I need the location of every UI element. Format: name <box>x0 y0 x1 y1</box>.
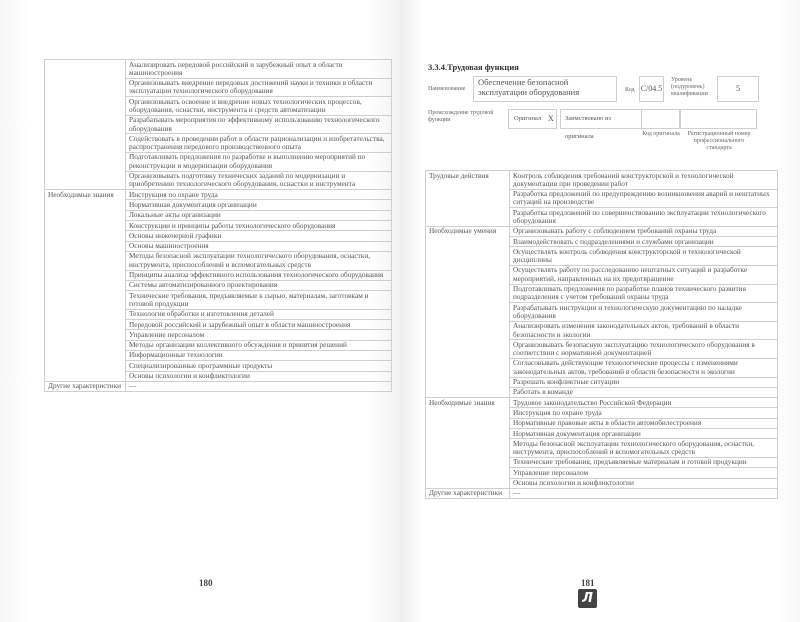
right-competency-table <box>425 170 778 499</box>
row-item: Разрабатывать инструкции и технологическую документацию по наладке оборудования <box>510 303 778 322</box>
table-row <box>426 398 778 408</box>
row-item: Методы безопасной эксплуатации технологического оборудования, оснастки, инструмента, приспособлений и вспомогательных средств <box>510 439 778 458</box>
row-label <box>45 330 126 340</box>
table-row <box>45 361 392 371</box>
table-row <box>426 171 778 190</box>
row-item: — <box>510 488 778 498</box>
row-item: Инструкция по охране труда <box>126 190 392 200</box>
row-item: Специализированные программные продукты <box>126 361 392 371</box>
row-label <box>45 134 126 153</box>
table-row <box>45 190 392 200</box>
table-row <box>426 429 778 439</box>
table-row <box>426 387 778 397</box>
table-row <box>426 237 778 247</box>
row-label <box>426 429 510 439</box>
row-item: Конструкции и принципы работы технологического оборудования <box>126 221 392 231</box>
row-label <box>426 408 510 418</box>
table-row <box>45 340 392 350</box>
origin-label: Происхождение трудовой функции <box>428 110 494 123</box>
row-label <box>45 251 126 270</box>
table-row <box>426 189 778 208</box>
row-item: Локальные акты организации <box>126 210 392 220</box>
name-label: Наименование <box>428 86 466 92</box>
original-code-label: Код оригинала <box>642 131 680 137</box>
row-item: Технические требования, предъявляемые материалам и готовой продукции <box>510 457 778 467</box>
row-label <box>45 152 126 171</box>
row-label <box>45 171 126 190</box>
original-code-cell <box>642 109 680 129</box>
original-mark: X <box>548 114 554 123</box>
row-item: Нормативная документация организации <box>126 200 392 210</box>
row-item: Осуществлять работу по расследованию нештатных ситуаций и разработке мероприятий, направленных на их предотвращение <box>510 265 778 284</box>
row-label <box>426 358 510 377</box>
table-row <box>426 408 778 418</box>
row-label <box>45 270 126 280</box>
row-item: Методы организации коллективного обсуждения и принятия решений <box>126 340 392 350</box>
row-label <box>426 237 510 247</box>
row-label <box>426 439 510 458</box>
row-label <box>426 189 510 208</box>
row-label <box>45 97 126 116</box>
row-item: Нормативная документация организации <box>510 429 778 439</box>
table-row <box>45 152 392 171</box>
row-label <box>45 371 126 381</box>
row-item: Работать в команде <box>510 387 778 397</box>
table-row <box>45 210 392 220</box>
table-row <box>426 478 778 488</box>
registration-number-cell <box>680 109 757 129</box>
table-row <box>45 330 392 340</box>
row-item: Основы инженерной графики <box>126 231 392 241</box>
original-cell: Оригинал <box>508 109 556 129</box>
row-item: Передовой российский и зарубежный опыт в области машиностроения <box>126 320 392 330</box>
row-item: Организовывать освоение и внедрение новых технологических процессов, оборудования, оснастки, инструмента и средств автоматизации <box>126 97 392 116</box>
row-item: Технология обработки и изготовления деталей <box>126 309 392 319</box>
row-label <box>426 208 510 227</box>
table-row <box>426 247 778 266</box>
table-row <box>45 350 392 360</box>
row-item: Принципы анализа эффективного использования технологического оборудования <box>126 270 392 280</box>
qualification-level-box: 5 <box>717 76 759 102</box>
row-item: Трудовое законодательство Российской Федерации <box>510 398 778 408</box>
row-item: — <box>126 381 392 391</box>
row-item: Инструкция по охране труда <box>510 408 778 418</box>
row-item: Управление персоналом <box>510 468 778 478</box>
row-label: Необходимые знания <box>426 398 510 408</box>
table-row <box>426 265 778 284</box>
table-row <box>45 221 392 231</box>
publisher-logo: Л <box>578 589 597 608</box>
table-row <box>45 231 392 241</box>
row-item: Нормативные правовые акты в области автомобилестроения <box>510 418 778 428</box>
row-item: Контроль соблюдения требований конструкторской и технологической документации при проведении работ <box>510 171 778 190</box>
table-row <box>45 78 392 97</box>
table-row <box>45 200 392 210</box>
row-label <box>45 361 126 371</box>
table-row <box>426 321 778 340</box>
row-label <box>426 247 510 266</box>
table-row <box>426 377 778 387</box>
row-label <box>426 387 510 397</box>
table-row <box>45 381 392 391</box>
table-row <box>426 488 778 498</box>
row-label <box>45 210 126 220</box>
table-row <box>45 291 392 310</box>
table-row <box>45 171 392 190</box>
row-item: Технические требования, предъявляемые к сырью, материалам, заготовкам и готовой продукции <box>126 291 392 310</box>
row-item: Анализировать передовой российский и зарубежный опыт в области машиностроения <box>126 60 392 79</box>
row-label <box>45 231 126 241</box>
level-label: Уровень (подуровень) квалификации <box>671 77 708 97</box>
row-label <box>45 291 126 310</box>
page-number-right: 181 <box>581 578 595 588</box>
row-label <box>45 320 126 330</box>
row-label <box>45 60 126 79</box>
function-code-box: C/04.5 <box>639 76 664 102</box>
table-row <box>45 60 392 79</box>
table-row <box>45 270 392 280</box>
table-row <box>45 251 392 270</box>
table-row <box>45 309 392 319</box>
row-label <box>426 284 510 303</box>
table-row <box>426 468 778 478</box>
row-item: Организовывать внедрение передовых достижений науки и техники в области эксплуатации технологического оборудования <box>126 78 392 97</box>
table-row <box>45 115 392 134</box>
row-item: Методы безопасной эксплуатации технологического оборудования, оснастки, инструмента, приспособлений и вспомогательных средств <box>126 251 392 270</box>
row-label <box>45 241 126 251</box>
row-item: Анализировать изменения законодательных актов, требований в области безопасности и экологии <box>510 321 778 340</box>
row-item: Осуществлять контроль соблюдения конструкторской и технологической дисциплины <box>510 247 778 266</box>
table-row <box>426 457 778 467</box>
table-row <box>426 340 778 359</box>
row-label <box>45 309 126 319</box>
table-row <box>45 320 392 330</box>
registration-number-label: Регистрационный номер профессионального стандарта <box>687 131 751 151</box>
table-row <box>45 241 392 251</box>
row-item: Организовывать работу с соблюдением требований охраны труда <box>510 226 778 236</box>
section-title: 3.3.4.Трудовая функция <box>428 62 519 72</box>
row-label: Необходимые знания <box>45 190 126 200</box>
row-item: Основы машиностроения <box>126 241 392 251</box>
row-label: Другие характеристики <box>426 488 510 498</box>
row-label <box>45 280 126 290</box>
row-item: Разработка предложений по совершенствованию эксплуатации технологического оборудования <box>510 208 778 227</box>
table-row <box>426 284 778 303</box>
table-row <box>426 439 778 458</box>
table-row <box>426 303 778 322</box>
row-label <box>45 350 126 360</box>
borrowed-cell: Заимствовано из оригинала <box>560 109 642 129</box>
row-item: Содействовать в проведении работ в области рационализации и изобретательства, распространения передового производственного опыта <box>126 134 392 153</box>
row-item: Разрабатывать мероприятия по эффективному использованию технологического оборудования <box>126 115 392 134</box>
code-label: Код <box>625 87 635 93</box>
row-label <box>45 340 126 350</box>
row-label <box>45 115 126 134</box>
row-item: Информационные технологии <box>126 350 392 360</box>
row-label <box>45 200 126 210</box>
page-number-left: 180 <box>199 578 213 588</box>
row-label <box>426 457 510 467</box>
row-label <box>426 418 510 428</box>
row-item: Подготавливать предложения по разработке планов технического развития подразделения с учетом требований охраны труда <box>510 284 778 303</box>
row-item: Разработка предложений по предупреждению возникновения аварий и нештатных ситуаций на производстве <box>510 189 778 208</box>
row-item: Согласовывать действующие технологические процессы с изменениями законодательных актов, требований в области безопасности и экологии <box>510 358 778 377</box>
row-label: Другие характеристики <box>45 381 126 391</box>
row-item: Взаимодействовать с подразделениями и службами организации <box>510 237 778 247</box>
cell-divider <box>556 109 557 129</box>
table-row <box>426 208 778 227</box>
row-item: Управление персоналом <box>126 330 392 340</box>
row-label <box>45 78 126 97</box>
row-label <box>426 478 510 488</box>
row-label: Трудовые действия <box>426 171 510 190</box>
row-item: Основы психологии и конфликтологии <box>126 371 392 381</box>
row-label <box>426 468 510 478</box>
function-name-box: Обеспечение безопасной эксплуатации оборудования <box>473 76 617 102</box>
row-item: Организовывать подготовку технических заданий по модернизации и приобретению технологического оборудования, оснастки и инструмента <box>126 171 392 190</box>
row-label <box>45 221 126 231</box>
row-label <box>426 303 510 322</box>
row-label <box>426 265 510 284</box>
row-item: Организовывать безопасную эксплуатацию технологического оборудования в соответствии с нормативной документацией <box>510 340 778 359</box>
left-competency-table <box>44 59 392 392</box>
row-item: Разрешать конфликтные ситуации <box>510 377 778 387</box>
row-label <box>426 340 510 359</box>
table-row <box>426 418 778 428</box>
table-row <box>426 226 778 236</box>
row-label <box>426 377 510 387</box>
row-label: Необходимые умения <box>426 226 510 236</box>
row-label <box>426 321 510 340</box>
table-row <box>45 371 392 381</box>
row-item: Системы автоматизированного проектирования <box>126 280 392 290</box>
table-row <box>45 97 392 116</box>
row-item: Основы психологии и конфликтологии <box>510 478 778 488</box>
table-row <box>426 358 778 377</box>
row-item: Подготавливать предложения по разработке и выполнению мероприятий по реконструкции и модернизации оборудования <box>126 152 392 171</box>
table-row <box>45 280 392 290</box>
table-row <box>45 134 392 153</box>
